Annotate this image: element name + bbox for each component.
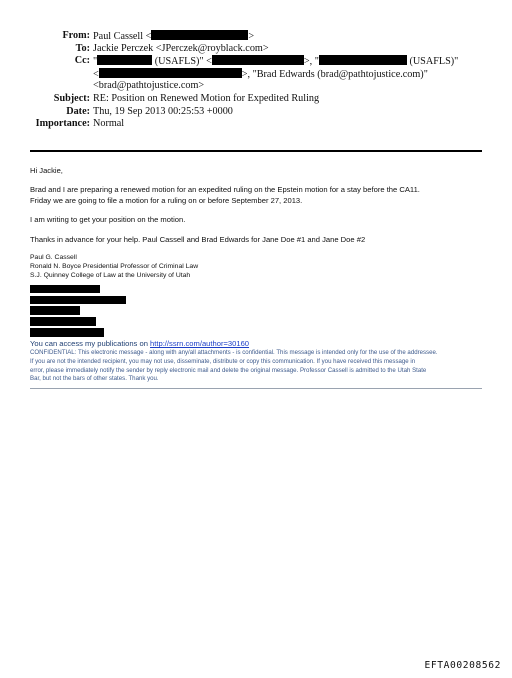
to-label: To: — [75, 42, 90, 54]
email-header — [0, 30, 512, 131]
publications-text: You can access my publications on — [30, 339, 151, 349]
cc-text: >, "Brad Edwards (brad@pathtojustice.com)" — [241, 68, 428, 80]
cc-row-3 — [0, 80, 512, 93]
cc-text: (USAFLS)" — [406, 56, 459, 68]
to-row — [0, 43, 512, 56]
cc-text: <brad@pathtojustice.com> — [93, 80, 205, 92]
publications-link[interactable]: http://ssrn.com/author=30160 — [150, 339, 250, 349]
date-row — [0, 106, 512, 119]
footer-divider — [30, 388, 482, 389]
cc-text: >, " — [303, 56, 319, 68]
signature — [30, 253, 490, 281]
cc-text: " — [93, 56, 98, 68]
date-label: Date: — [66, 105, 90, 117]
subject-value: RE: Position on Renewed Motion for Expedited Ruling — [93, 92, 320, 104]
header-divider — [30, 150, 482, 152]
notice-line: Bar, but not the bars of other states. Thank you. — [30, 375, 159, 383]
body-line: I am writing to get your position on the motion. — [30, 215, 186, 225]
cc-text: < — [93, 68, 99, 80]
notice-line: CONFIDENTIAL: This electronic message - along with any/all attachments - is confidential. This message is intended only for the use of the addressee. — [30, 349, 438, 357]
from-label: From: — [62, 30, 90, 41]
redaction-block — [212, 55, 304, 65]
to-value: Jackie Perczek <JPerczek@royblack.com> — [93, 42, 269, 54]
document-id: EFTA00208562 — [424, 660, 501, 671]
publications-line — [30, 339, 490, 349]
cc-label: Cc: — [74, 55, 90, 67]
date-value: Thu, 19 Sep 2013 00:25:53 +0000 — [93, 105, 233, 117]
importance-label: Importance: — [35, 118, 90, 130]
redaction-block — [151, 30, 248, 40]
redaction-block — [99, 68, 242, 78]
redaction-block — [319, 55, 407, 65]
email-body — [30, 166, 490, 384]
signature-name: Paul G. Cassell — [30, 254, 77, 262]
cc-row-2 — [0, 68, 512, 81]
from-close: > — [248, 31, 255, 42]
importance-value: Normal — [93, 118, 125, 130]
signature-school: S.J. Quinney College of Law at the University of Utah — [30, 272, 191, 280]
subject-row — [0, 93, 512, 106]
body-line: Brad and I are preparing a renewed motion for an expedited ruling on the Epstein motion for a stay before the CA11. — [30, 185, 420, 195]
redaction-block — [30, 328, 104, 337]
confidentiality-notice — [30, 349, 492, 384]
greeting: Hi Jackie, — [30, 166, 63, 175]
signature-title: Ronald N. Boyce Presidential Professor of Criminal Law — [30, 263, 199, 271]
body-line: Friday we are going to file a motion for a ruling on or before September 27, 2013. — [30, 195, 303, 205]
redaction-block — [97, 55, 152, 65]
cc-row — [0, 55, 512, 68]
subject-label: Subject: — [53, 92, 90, 104]
cc-text: (USAFLS)" < — [152, 56, 212, 68]
redaction-block — [30, 285, 100, 294]
from-row — [0, 30, 512, 43]
notice-line: If you are not the intended recipient, you may not use, disseminate, distribute or copy this communication. If you have received this message in — [30, 357, 416, 365]
body-line: Thanks in advance for your help. Paul Cassell and Brad Edwards for Jane Doe #1 and Jane Doe #2 — [30, 234, 366, 244]
importance-row — [0, 118, 512, 131]
from-value: Paul Cassell < — [93, 31, 152, 42]
redaction-block — [30, 306, 80, 315]
redaction-block — [30, 317, 96, 326]
redacted-signature-lines — [30, 285, 490, 337]
redaction-block — [30, 296, 126, 305]
notice-line: error, please immediately notify the sender by reply electronic mail and delete the original message. Professor Cassell is admitted to the Utah State — [30, 366, 427, 374]
